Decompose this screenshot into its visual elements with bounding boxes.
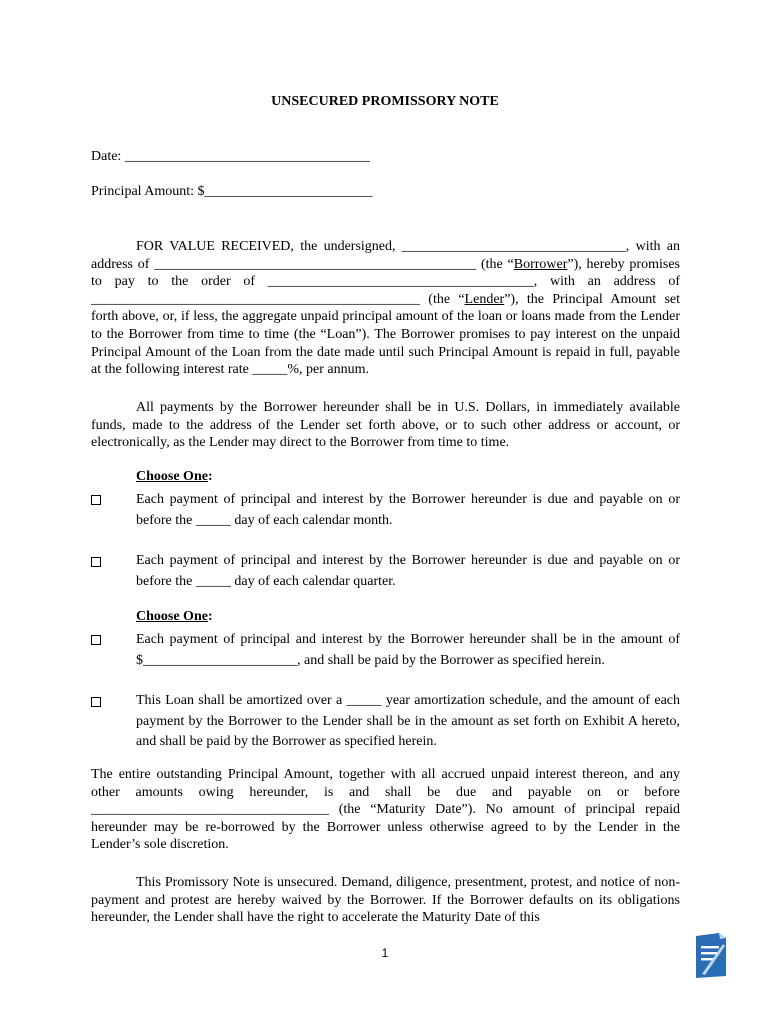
paragraph-payments (91, 399, 680, 452)
option-3-checkbox[interactable] (91, 635, 101, 645)
paragraph-maturity: The entire outstanding Principal Amount, together with all accrued unpaid interest thereon, and any other amounts owing hereunder, is and shall be due and payable on or before __________________________________ (the “Maturity Date”). No amount of principal repaid hereunder may be re-borrowed by the Borrower unless otherwise agreed to by the Lender in the Lender’s sole discretion. (91, 767, 680, 853)
option-2-checkbox[interactable] (91, 557, 101, 567)
paragraph-text: This Promissory Note is unsecured. Demand, diligence, presentment, protest, and notice of non-payment and protest are hereby waived by the Borrower. If the Borrower defaults on its obligations hereunder, the Lender shall have the right to accelerate the Maturity Date of this (91, 875, 680, 926)
choose-one-heading-2 (136, 609, 213, 625)
date-field: Date: ___________________________________ (91, 149, 370, 164)
option-4-checkbox[interactable] (91, 697, 101, 707)
paragraph-text: ”), the Principal Amount set forth above, or, if less, the aggregate unpaid principal amount of the loan or loans made from the Lender to the Borrower from time to time (the “Loan”). The Borrower promises to pay interest on the unpaid Principal Amount of the Loan from the date made until such Principal Amount is repaid in full, payable at the following interest rate _____%, per annum. (91, 291, 681, 378)
option-1-checkbox[interactable] (91, 495, 101, 505)
paragraph-unsecured (91, 874, 680, 927)
paragraph-value-received (91, 238, 680, 379)
option-3-text: Each payment of principal and interest by the Borrower hereunder shall be in the amount of $______________________, and shall be paid by the Borrower as specified herein. (136, 632, 680, 668)
choose-one-label: Choose One (136, 609, 208, 624)
paragraph-text: All payments by the Borrower hereunder shall be in U.S. Dollars, in immediately available funds, made to the address of the Lender set forth above, or to such other address or account, or electronically, as the Lender may direct to the Borrower from time to time. (91, 400, 680, 451)
option-1-text: Each payment of principal and interest by the Borrower hereunder is due and payable on or before the _____ day of each calendar month. (136, 492, 680, 528)
principal-amount-field: Principal Amount: $________________________ (91, 184, 373, 199)
paragraph-lead: FOR VALUE RECEIVED, the undersigned, ________________________________, (136, 239, 630, 254)
choose-one-label: Choose One (136, 469, 208, 484)
lender-term: Lender (464, 291, 505, 307)
page-number: 1 (381, 946, 389, 960)
paragraph-text: ”), hereby promises to pay to the order of ______________________________________, with an address of _______________________________________________ (the “ (91, 256, 680, 307)
document-logo-icon (693, 930, 729, 980)
paragraph-text: with an address of ______________________________________________ (the “ (91, 239, 681, 272)
document-title: UNSECURED PROMISSORY NOTE (271, 94, 499, 109)
colon: : (207, 469, 213, 484)
choose-one-heading-1 (136, 469, 213, 485)
borrower-term: Borrower (513, 256, 568, 272)
option-4-text: This Loan shall be amortized over a _____ year amortization schedule, and the amount of each payment by the Borrower to the Lender shall be in the amount as set forth on Exhibit A hereto, and shall be paid by the Borrower as specified herein. (136, 693, 680, 749)
option-2-text: Each payment of principal and interest by the Borrower hereunder is due and payable on or before the _____ day of each calendar quarter. (136, 553, 680, 589)
colon: : (207, 609, 213, 624)
